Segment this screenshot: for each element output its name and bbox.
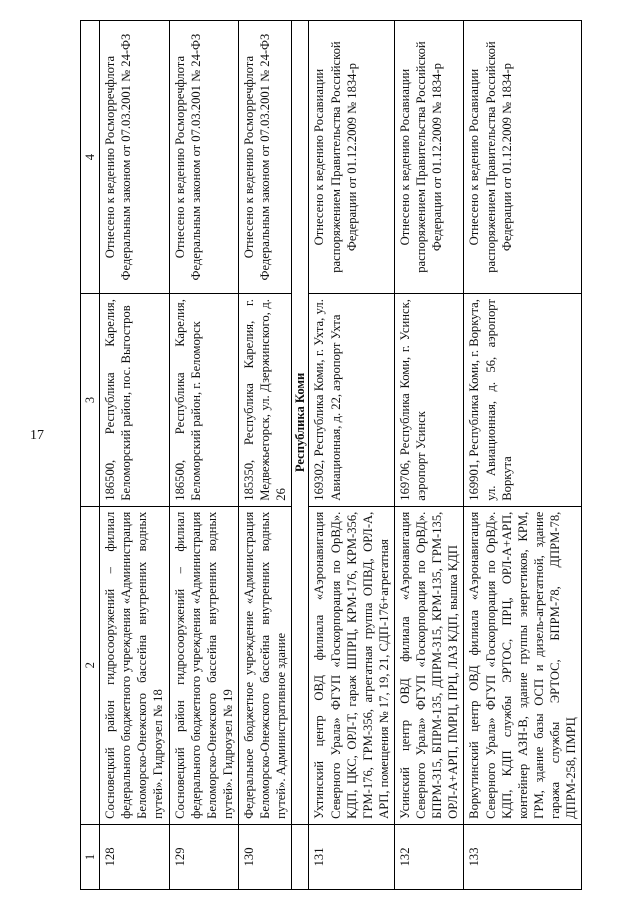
column-number: 2 <box>81 506 100 824</box>
object-address: 169706, Республика Коми, г. Усинск, аэропорт Усинск <box>394 294 463 507</box>
column-number: 3 <box>81 294 100 507</box>
row-number: 128 <box>100 824 169 889</box>
legal-basis: Отнесено к ведению Росавиации распоряжением Правительства Российской Федерации от 01.12.2009 № 1834-р <box>394 21 463 294</box>
object-name: Сосновецкий район гидросооружений – филиал федерального бюджетного учреждения «Администрация Беломорско-Онежского бассейна внутренних водных путей». Гидроузел № 19 <box>169 506 238 824</box>
region-title: Республика Коми <box>292 21 309 825</box>
legal-basis: Отнесено к ведению Росморречфлота Федеральным законом от 07.03.2001 № 24-ФЗ <box>169 21 238 294</box>
object-address: 186500, Республика Карелия, Беломорский район, г. Беломорск <box>169 294 238 507</box>
object-name: Воркутинский центр ОВД филиала «Аэронавигация Северного Урала» ФГУП «Госкорпорация по ОрВД». КДП, КДП службы ЭРТОС, ПРЦ, ОРЛ-А+АРП, контейнер АЗН-В, здание группы энергетиков, КРМ, ГРМ, здание базы ОСП и дизель-агрегатной, здание гаража службы ЭРТОС, БПРМ-78, ДПРМ-78, ДПРМ-258, ПМРЦ <box>464 506 582 824</box>
object-address: 186500, Республика Карелия, Беломорский район, пос. Выгостров <box>100 294 169 507</box>
legal-basis: Отнесено к ведению Росморречфлота Федеральным законом от 07.03.2001 № 24-ФЗ <box>238 21 291 294</box>
objects-table <box>80 20 582 890</box>
legal-basis: Отнесено к ведению Росморречфлота Федеральным законом от 07.03.2001 № 24-ФЗ <box>100 21 169 294</box>
object-name: Усинский центр ОВД филиала «Аэронавигация Северного Урала» ФГУП «Госкорпорация по ОрВД». БПРМ-315, БПРМ-135, ДПРМ-315, КРМ-135, ГРМ-135, ОРЛ-А+АРП, ПМРЦ, ПРЦ, ЛАЗ КДП, вышка КДП <box>394 506 463 824</box>
row-number: 131 <box>309 824 395 889</box>
region-header-row <box>292 21 309 890</box>
object-name: Федеральное бюджетное учреждение «Администрация Беломорско-Онежского бассейна внутренних водных путей». Административное здание <box>238 506 291 824</box>
row-number: 132 <box>394 824 463 889</box>
page-number: 17 <box>30 428 44 443</box>
column-number: 4 <box>81 21 100 294</box>
table-row <box>464 21 582 890</box>
table-row <box>309 21 395 890</box>
column-number: 1 <box>81 824 100 889</box>
region-number-cell <box>292 824 309 889</box>
rotated-page-content <box>80 20 640 890</box>
row-number: 129 <box>169 824 238 889</box>
object-address: 169901, Республика Коми, г. Воркута, ул. Авиационная, д. 56, аэропорт Воркута <box>464 294 582 507</box>
table-row <box>100 21 169 890</box>
table-row <box>169 21 238 890</box>
column-number-row <box>81 21 100 890</box>
legal-basis: Отнесено к ведению Росавиации распоряжением Правительства Российской Федерации от 01.12.2009 № 1834-р <box>309 21 395 294</box>
row-number: 130 <box>238 824 291 889</box>
object-name: Ухтинский центр ОВД филиала «Аэронавигация Северного Урала» ФГУП «Госкорпорация по ОрВД». КДП, ЦКС, ОРЛ-Т, гараж ШПРЦ, КРМ-176, КРМ-356, ГРМ-176, ГРМ-356, агрегатная группа ОПВД, ОРЛ-А, АРП, помещения № 17, 19, 21, СДП-176+агрегатная <box>309 506 395 824</box>
table-row <box>394 21 463 890</box>
row-number: 133 <box>464 824 582 889</box>
table-row <box>238 21 291 890</box>
object-name: Сосновецкий район гидросооружений – филиал федерального бюджетного учреждения «Администрация Беломорско-Онежского бассейна внутренних водных путей». Гидроузел № 18 <box>100 506 169 824</box>
legal-basis: Отнесено к ведению Росавиации распоряжением Правительства Российской Федерации от 01.12.2009 № 1834-р <box>464 21 582 294</box>
object-address: 185350, Республика Карелия, г. Медвежьегорск, ул. Дзержинского, д. 26 <box>238 294 291 507</box>
object-address: 169302, Республика Коми, г. Ухта, ул. Авиационная, д. 22, аэропорт Ухта <box>309 294 395 507</box>
